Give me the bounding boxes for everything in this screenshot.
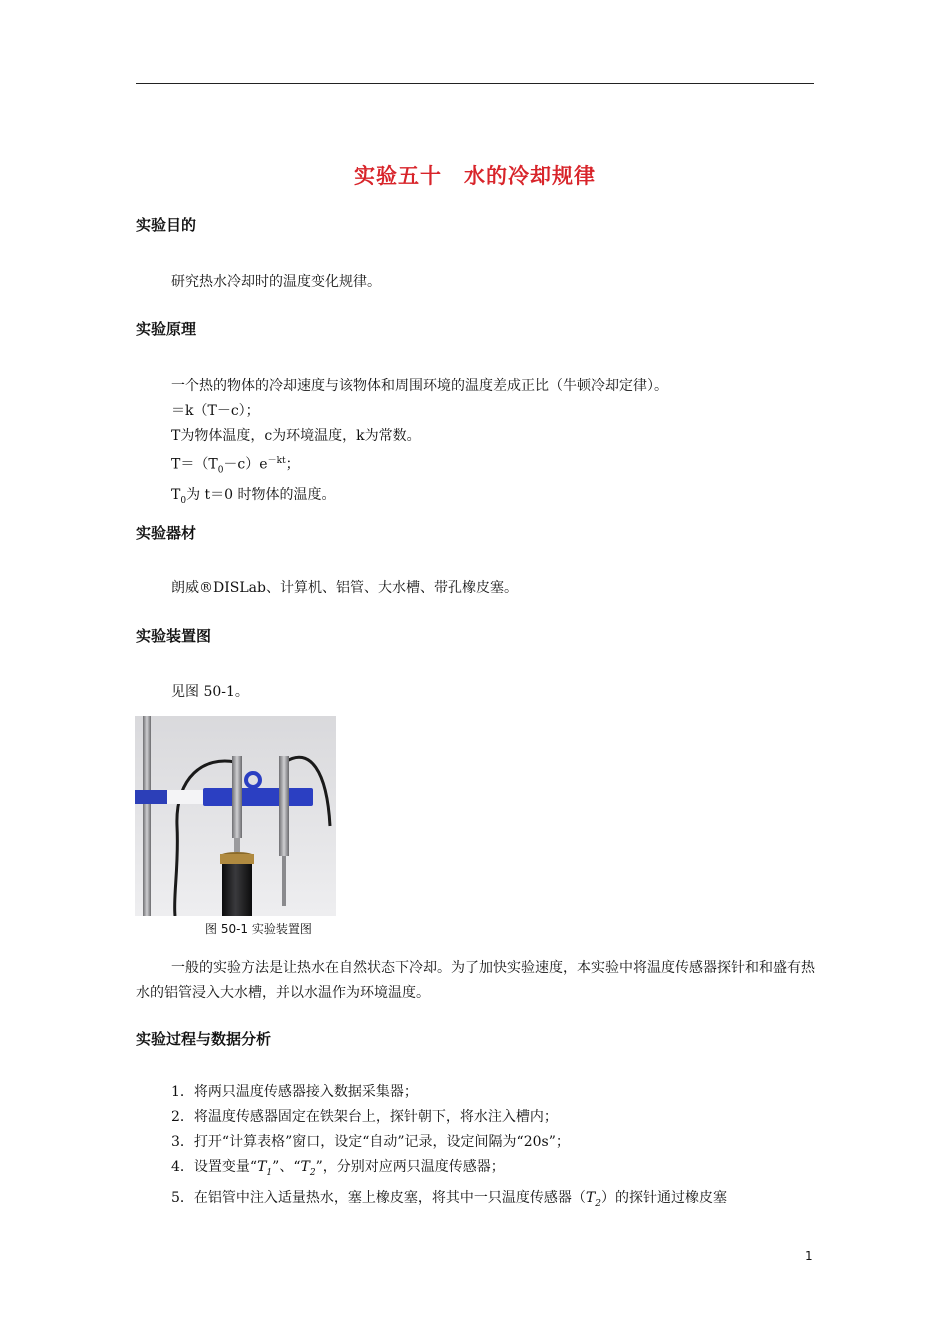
heading-equipment: 实验器材	[136, 524, 197, 542]
procedure-step-4: 4．设置变量“$T_1$”、“$T_2$”，分别对应两只温度传感器；	[171, 1159, 505, 1178]
principle-line-5: $T_0$为 t＝0 时物体的温度。	[171, 487, 336, 507]
apparatus-illustration	[135, 716, 336, 916]
title-part-b: 水的冷却规律	[464, 164, 596, 188]
apparatus-photo	[135, 716, 336, 916]
heading-principle: 实验原理	[136, 320, 197, 338]
principle-text	[171, 374, 668, 514]
figure-caption: 图 50-1 实验装置图	[205, 922, 312, 936]
principle-line-4: $T=(T_0-c)e^{-kt}$；	[171, 456, 300, 476]
procedure-steps	[171, 1080, 727, 1217]
procedure-step-3: 3．打开“计算表格”窗口，设定“自动”记录，设定间隔为“20s”；	[171, 1134, 570, 1150]
purpose-text: 研究热水冷却时的温度变化规律。	[171, 274, 381, 290]
setup-paragraph: 一般的实验方法是让热水在自然状态下冷却。为了加快实验速度，本实验中将温度传感器探针和和盛有热水的铝管浸入大水槽，并以水温作为环境温度。	[136, 960, 815, 1001]
title-part-a: 实验五十	[354, 164, 442, 188]
procedure-step-1: 1．将两只温度传感器接入数据采集器；	[171, 1084, 418, 1100]
header-rule	[136, 83, 814, 84]
heading-purpose: 实验目的	[136, 216, 197, 234]
principle-line-3: T为物体温度，c为环境温度，k为常数。	[171, 428, 421, 444]
procedure-step-5: 5．在铝管中注入适量热水，塞上橡皮塞，将其中一只温度传感器$(T_2)$的探针通过橡皮塞	[171, 1189, 727, 1209]
page-number: 1	[805, 1249, 813, 1263]
heading-procedure: 实验过程与数据分析	[136, 1030, 272, 1048]
equipment-text: 朗威®DISLab、计算机、铝管、大水槽、带孔橡皮塞。	[171, 580, 518, 596]
setup-text: 见图 50-1。	[171, 684, 249, 700]
procedure-step-2: 2．将温度传感器固定在铁架台上，探针朝下，将水注入槽内；	[171, 1109, 558, 1125]
principle-line-1: 一个热的物体的冷却速度与该物体和周围环境的温度差成正比（牛顿冷却定律）。	[171, 378, 668, 394]
heading-setup: 实验装置图	[136, 627, 212, 645]
page-title	[0, 160, 950, 190]
principle-line-2: ＝k（T－c）；	[171, 403, 260, 419]
